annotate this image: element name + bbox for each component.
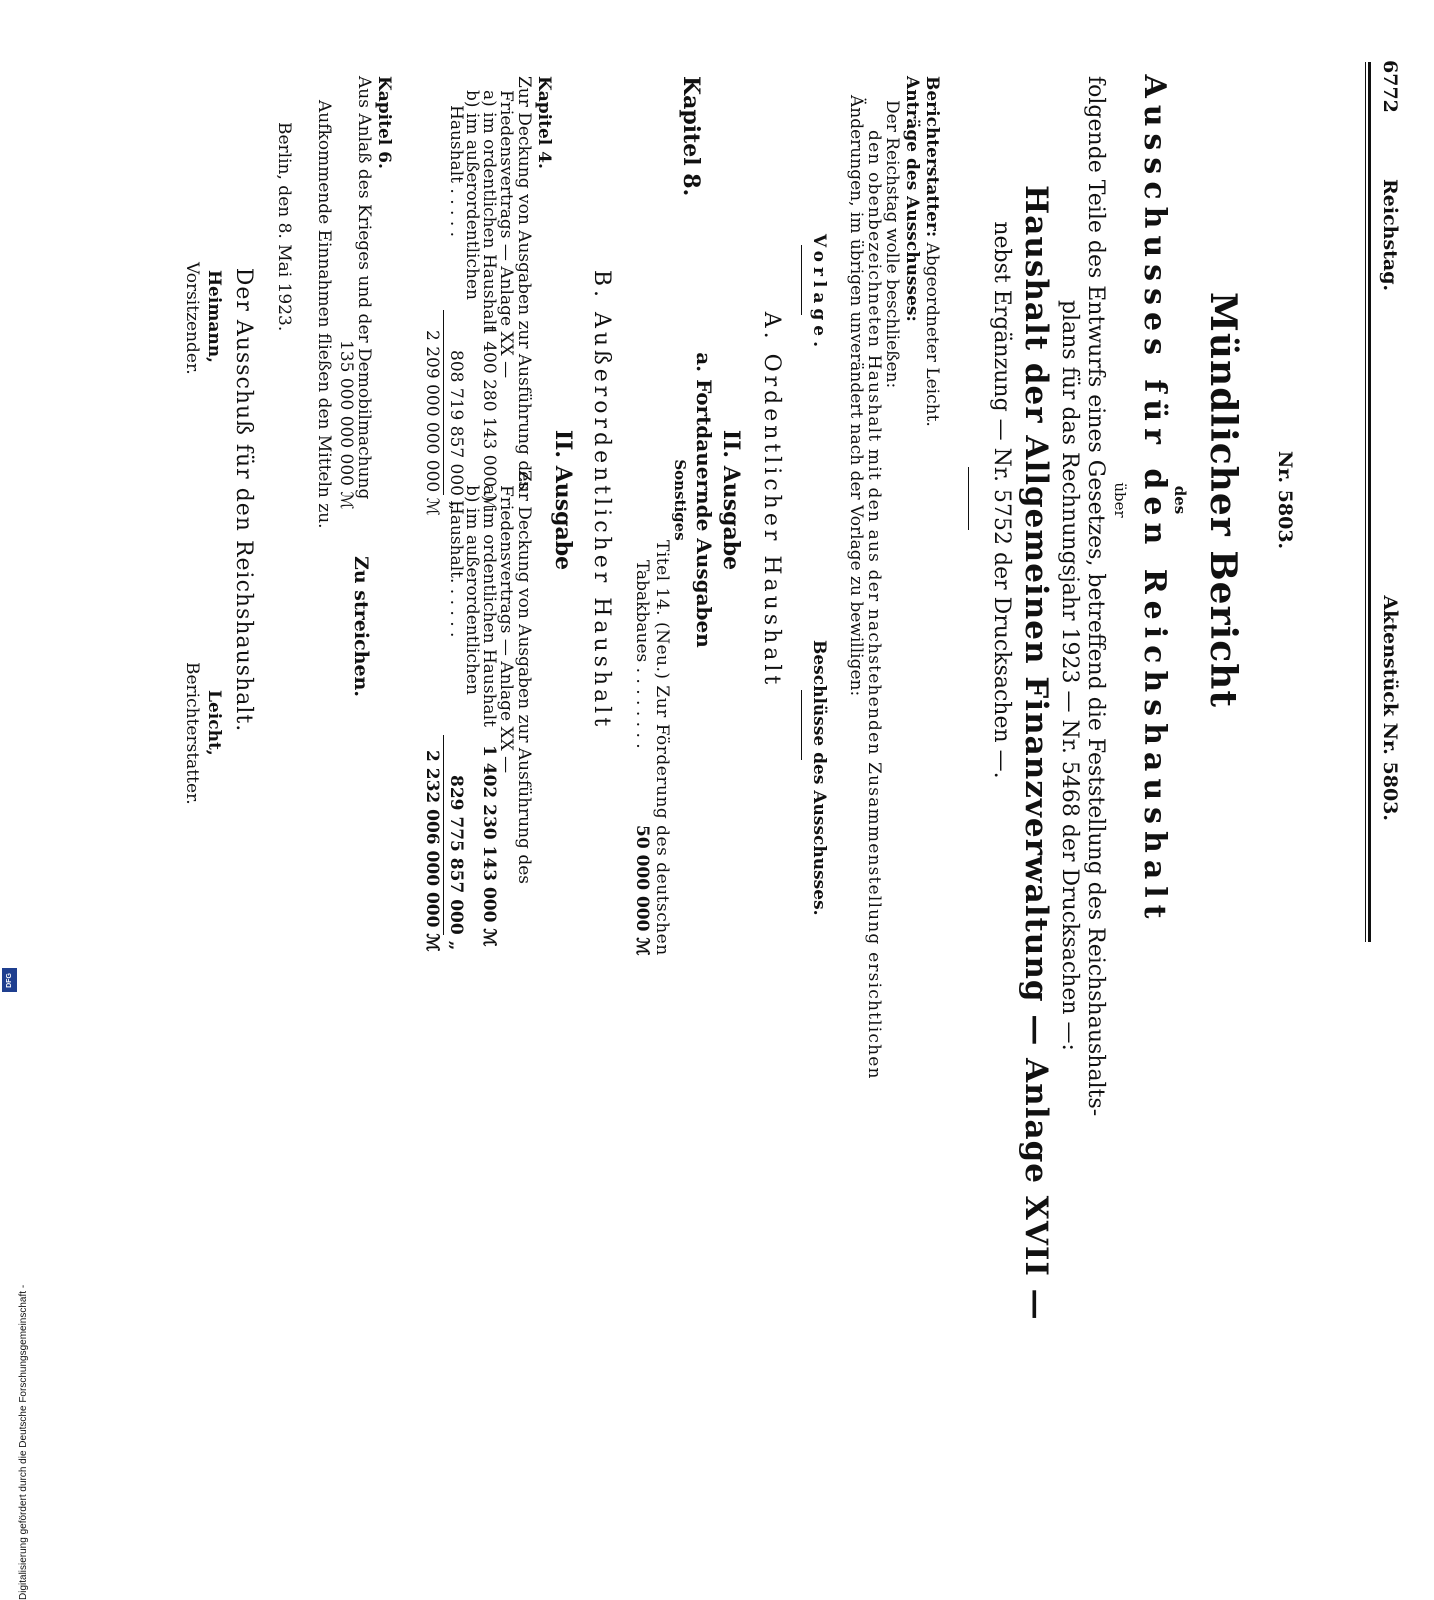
dfg-logo bbox=[2, 968, 17, 992]
kapitel-6: Kapitel 6. bbox=[374, 76, 394, 169]
col-left-rule bbox=[801, 245, 802, 315]
place-date: Berlin, den 8. Mai 1923. bbox=[274, 122, 294, 332]
header-rule bbox=[1368, 62, 1371, 942]
motions-line-3: Änderungen, im übrigen unverändert nach der Vorlage zu bewilligen: bbox=[846, 95, 866, 697]
rapporteur-value: Abgeordneter Leicht. bbox=[922, 242, 942, 427]
k6-strike: Zu streichen. bbox=[350, 556, 372, 697]
header-aktenstueck: Aktenstück Nr. 5803. bbox=[1379, 595, 1401, 822]
right-k4-b2: Haushalt. . . . . . bbox=[446, 500, 466, 638]
page-number: 6772 bbox=[1379, 60, 1401, 113]
credit-text: Digitalisierung gefördert durch die Deutsche Forschungsgemeinschaft - bbox=[18, 1284, 29, 1600]
header-left-title bbox=[1379, 0, 1401, 1000]
section-a: A. Ordentlicher Haushalt bbox=[759, 311, 784, 689]
doc-title: Mündlicher Bericht bbox=[1202, 292, 1244, 708]
digitization-credit bbox=[0, 600, 29, 1600]
supplement-line: nebst Ergänzung — Nr. 5752 der Drucksachen —. bbox=[989, 221, 1014, 779]
motions-label: Anträge des Ausschusses: bbox=[902, 76, 922, 322]
committee-signature: Der Ausschuß für den Reichshaushalt. bbox=[231, 267, 256, 733]
chair-role: Vorsitzender. bbox=[182, 262, 202, 375]
titel-14: Titel 14. (Neu.) Zur Förderung des deutschen bbox=[652, 540, 672, 956]
intro-line-1: folgende Teile des Entwurfs eines Gesetzes, betreffend die Feststellung des Reichshaushalts- bbox=[1083, 76, 1108, 1117]
rapporteur-line bbox=[922, 76, 942, 427]
left-k4-line-2: Friedensvertrags — Anlage XX — bbox=[496, 90, 516, 379]
rapporteur-label: Berichterstatter: bbox=[922, 76, 942, 238]
kapitel-8: Kapitel 8. bbox=[678, 76, 704, 197]
title-divider bbox=[968, 467, 969, 530]
k6-line-2: Aufkommende Einnahmen fließen den Mitteln zu. bbox=[314, 100, 334, 529]
section-b: B. Außerordentlicher Haushalt bbox=[589, 269, 614, 731]
rapporteur-role: Berichterstatter. bbox=[182, 662, 202, 805]
right-k4-b-amount: 829 775 857 000 „ bbox=[446, 775, 466, 951]
tobacco-amount: 50 000 000 ℳ bbox=[632, 825, 652, 956]
right-k4-a-amount: 1 402 230 143 000 ℳ bbox=[479, 745, 499, 947]
col-left-header: Vorlage. bbox=[809, 234, 829, 353]
kapitel-4: Kapitel 4. bbox=[534, 76, 554, 169]
misc-heading: Sonstiges bbox=[671, 459, 689, 541]
left-k4-a-amount: 1 400 280 143 000 ℳ bbox=[479, 325, 499, 511]
right-k4-a: a) im ordentlichen Haushalt bbox=[479, 485, 499, 727]
budget-line: Haushalt der Allgemeinen Finanzverwaltung — Anlage XVII — bbox=[1018, 185, 1054, 1321]
left-k4-sum-rule bbox=[443, 310, 444, 495]
motions-line-2: den obenbezeichneten Haushalt mit den aus der nachstehenden Zusammenstellung ersichtlichen bbox=[864, 130, 884, 1080]
left-k4-line-1: Zur Deckung von Ausgaben zur Ausführung des bbox=[514, 76, 534, 490]
right-k4-line-2: Friedensvertrags — Anlage XX — bbox=[496, 485, 516, 774]
col-right-rule bbox=[801, 690, 802, 760]
expense-heading-b: II. Ausgabe bbox=[550, 429, 576, 571]
header-rule-thin bbox=[1365, 62, 1366, 942]
motions-line-1: Der Reichstag wolle beschließen: bbox=[882, 100, 902, 389]
chair-name: Heimann, bbox=[204, 270, 224, 363]
doc-des: des bbox=[1171, 485, 1189, 515]
left-k4-a: a) im ordentlichen Haushalt bbox=[479, 90, 499, 332]
doc-number: Nr. 5803. bbox=[1274, 450, 1296, 550]
right-k4-total: 2 232 006 000 000 ℳ bbox=[422, 750, 442, 952]
k6-amount: 135 000 000 000 ℳ bbox=[336, 340, 356, 510]
header-reichstag: Reichstag. bbox=[1379, 178, 1401, 292]
continuing-expenses: a. Fortdauernde Ausgaben bbox=[692, 352, 716, 648]
rapporteur-name: Leicht, bbox=[204, 690, 224, 756]
intro-line-2: plans für das Rechnungsjahr 1923 — Nr. 5468 der Drucksachen —: bbox=[1057, 300, 1082, 1051]
right-k4-b: b) im außerordentlichen bbox=[462, 485, 482, 695]
left-k4-total: 2 209 000 000 000 ℳ bbox=[422, 330, 442, 516]
col-right-header: Beschlüsse des Ausschusses. bbox=[809, 640, 829, 916]
dfg-logo-text: DFG bbox=[6, 972, 13, 988]
tobacco-line: Tabakbaues . . . . . . . . bbox=[632, 560, 652, 749]
expense-heading-a: II. Ausgabe bbox=[718, 429, 744, 571]
right-k4-sum-rule bbox=[443, 735, 444, 935]
left-k4-b-amount: 808 719 857 000 „ bbox=[446, 350, 466, 511]
doc-ueber: über bbox=[1111, 482, 1129, 518]
k6-line-1: Aus Anlaß des Krieges und der Demobilmachung bbox=[354, 76, 374, 500]
doc-committee: Ausschusses für den Reichshaushalt bbox=[1137, 74, 1172, 926]
left-k4-b: b) im außerordentlichen bbox=[462, 90, 482, 300]
right-k4-line-1: Zur Deckung von Ausgaben zur Ausführung des bbox=[514, 470, 534, 884]
left-k4-b2: Haushalt . . . . . bbox=[446, 105, 466, 238]
